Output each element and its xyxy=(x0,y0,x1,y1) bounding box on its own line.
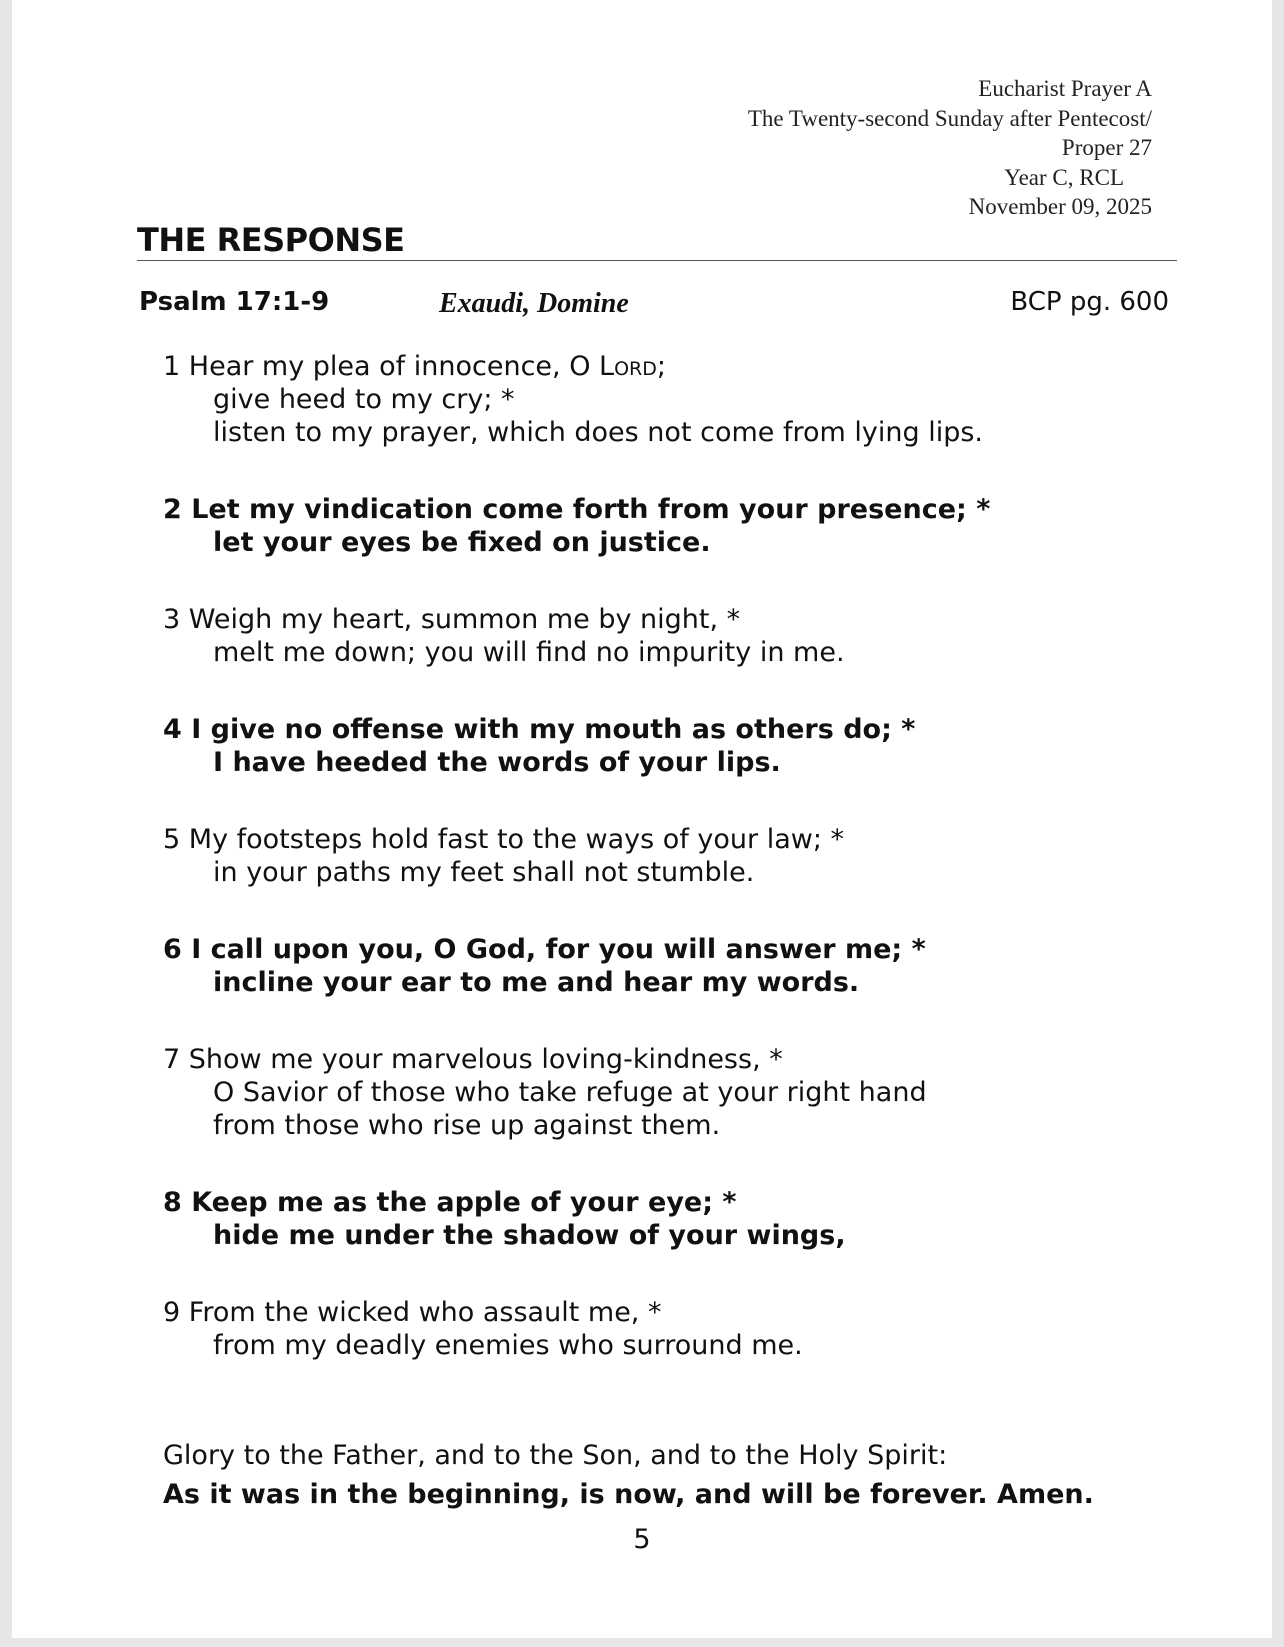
header-line-date: November 09, 2025 xyxy=(968,194,1152,219)
header-line-year: Year C, RCL xyxy=(1004,164,1124,190)
section-title: THE RESPONSE xyxy=(137,221,405,259)
gloria-line-1: Glory to the Father, and to the Son, and to the Holy Spirit: xyxy=(163,1440,948,1471)
lord-smallcaps: Lord xyxy=(599,351,657,382)
verse-number: 7 xyxy=(163,1044,181,1075)
verse-text: listen to my prayer, which does not come from lying lips. xyxy=(213,417,983,448)
verse-text: I call upon you, O God, for you will answer me; * xyxy=(191,934,926,965)
verse-text: My footsteps hold fast to the ways of your law; * xyxy=(188,824,845,855)
page-number: 5 xyxy=(633,1524,651,1555)
header-line-service: Eucharist Prayer A xyxy=(978,76,1152,101)
verse-number: 9 xyxy=(163,1297,181,1328)
verse-text: I have heeded the words of your lips. xyxy=(213,747,781,778)
header-line-sunday: The Twenty-second Sunday after Pentecost/ xyxy=(747,105,1152,131)
verse-text: Let my vindication come forth from your presence; * xyxy=(191,494,991,525)
verse-number: 1 xyxy=(163,351,181,382)
verse-number: 3 xyxy=(163,604,181,635)
verse-text: in your paths my feet shall not stumble. xyxy=(213,857,755,888)
bcp-page-reference: BCP pg. 600 xyxy=(1010,287,1169,317)
verse-5 xyxy=(163,823,1163,889)
verse-number: 6 xyxy=(163,934,182,965)
gloria-line-2: As it was in the beginning, is now, and will be forever. Amen. xyxy=(163,1479,1094,1510)
document-page xyxy=(12,0,1272,1638)
verse-number: 8 xyxy=(163,1187,182,1218)
gloria-patri xyxy=(163,1436,1163,1514)
verse-1 xyxy=(163,350,1163,449)
verse-text: Weigh my heart, summon me by night, * xyxy=(188,604,741,635)
verse-2 xyxy=(163,493,1163,559)
psalm-reference: Psalm 17:1-9 xyxy=(139,287,330,317)
header-line-proper: Proper 27 xyxy=(1061,135,1152,160)
verse-8 xyxy=(163,1186,1163,1252)
verse-text: Keep me as the apple of your eye; * xyxy=(191,1187,737,1218)
verse-text: from those who rise up against them. xyxy=(213,1110,721,1141)
verse-text: melt me down; you will find no impurity in me. xyxy=(213,637,845,668)
verse-number: 2 xyxy=(163,494,182,525)
verse-text: Show me your marvelous loving-kindness, * xyxy=(188,1044,783,1075)
verse-text: I give no offense with my mouth as others do; * xyxy=(191,714,916,745)
verse-4 xyxy=(163,713,1163,779)
verse-text: incline your ear to me and hear my words. xyxy=(213,967,860,998)
section-divider xyxy=(137,260,1177,261)
verse-text: From the wicked who assault me, * xyxy=(188,1297,662,1328)
verse-text: give heed to my cry; * xyxy=(213,384,515,415)
verse-text: hide me under the shadow of your wings, xyxy=(213,1220,846,1251)
verse-punct: ; xyxy=(656,351,666,382)
psalm-latin-title: Exaudi, Domine xyxy=(439,288,629,319)
verse-text: from my deadly enemies who surround me. xyxy=(213,1330,803,1361)
verse-number: 4 xyxy=(163,714,182,745)
verse-text: Hear my plea of innocence, O xyxy=(188,351,600,382)
psalm-verses xyxy=(163,350,1163,1362)
verse-3 xyxy=(163,603,1163,669)
psalm-heading xyxy=(139,287,1169,321)
verse-6 xyxy=(163,933,1163,999)
verse-7 xyxy=(163,1043,1163,1142)
verse-text: let your eyes be fixed on justice. xyxy=(213,527,711,558)
verse-text: O Savior of those who take refuge at your right hand xyxy=(213,1077,927,1108)
verse-9 xyxy=(163,1296,1163,1362)
service-header xyxy=(748,74,1152,222)
verse-number: 5 xyxy=(163,824,181,855)
